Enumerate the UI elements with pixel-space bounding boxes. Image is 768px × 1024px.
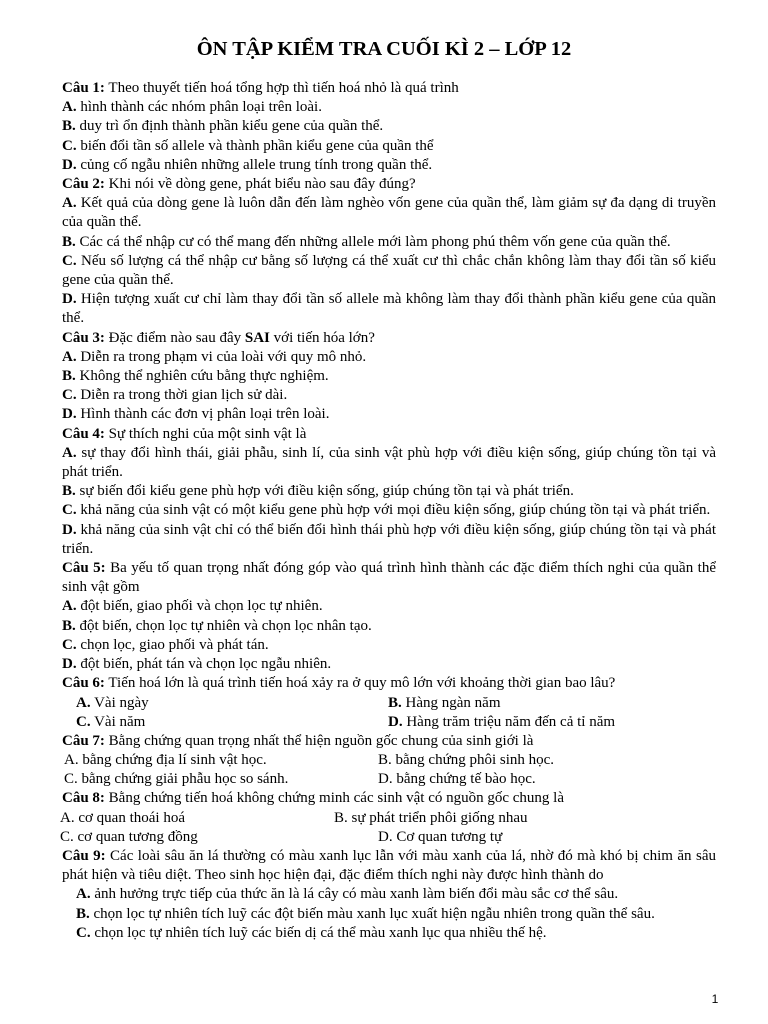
question-list [62, 79, 716, 943]
option-text: Vài năm [90, 713, 146, 730]
option-text: khả năng của sinh vật chỉ có thể biến đổi hình thái phù hợp với điều kiện sống, giúp chúng tồn tại và phát triển. [62, 521, 716, 557]
option [388, 713, 615, 732]
question-5 [62, 559, 716, 597]
option [62, 501, 716, 520]
option-label: A. [62, 348, 77, 365]
option-label: A. [62, 99, 77, 116]
option [62, 367, 716, 386]
option-row [62, 828, 716, 847]
option-label: D. [62, 156, 77, 173]
option-label: C. [62, 387, 77, 404]
option-text: biến đổi tần số allele và thành phần kiểu gene của quần thể [76, 137, 434, 154]
option [62, 405, 716, 424]
question-text: Đặc điểm nào sau đây [104, 329, 245, 346]
option-text: Diễn ra trong thời gian lịch sử dài. [76, 387, 288, 404]
option-text: đột biến, chọn lọc tự nhiên và chọn lọc nhân tạo. [75, 617, 372, 634]
option: C. bằng chứng giải phẫu học so sánh. [64, 771, 289, 788]
option-label: B. [62, 483, 76, 500]
option [62, 117, 716, 136]
option [62, 386, 716, 405]
option-text: Hình thành các đơn vị phân loại trên loài. [76, 406, 330, 423]
question-text: Bằng chứng quan trọng nhất thể hiện nguồn gốc chung của sinh giới là [104, 732, 534, 749]
option-text: củng cố ngẫu nhiên những allele trung tính trong quần thể. [76, 156, 433, 173]
option-text: Nếu số lượng cá thể nhập cư bằng số lượng cá thể xuất cư thì chắc chắn không làm thay đổi tần số kiểu gene của quần thể. [62, 252, 716, 289]
option-text: khả năng của sinh vật có một kiểu gene phù hợp với mọi điều kiện sống, giúp chúng tồn tại và phát triển. [76, 502, 711, 519]
question-label: Câu 4: [62, 425, 105, 442]
question-label: Câu 8: [62, 790, 105, 807]
option-label: D. [62, 406, 77, 423]
option-label: C. [62, 137, 77, 154]
question-text: Sự thích nghi của một sinh vật là [104, 425, 307, 442]
option-label: D. [62, 291, 77, 308]
option-text: chọn lọc tự nhiên tích luỹ các biến dị cá thể màu xanh lục qua nhiều thế hệ. [90, 924, 547, 941]
option: B. sự phát triển phôi giống nhau [334, 809, 528, 826]
option-text: hình thành các nhóm phân loại trên loài. [76, 99, 322, 116]
question-label: Câu 5: [62, 560, 106, 577]
option [62, 290, 716, 328]
question-text: Các loài sâu ăn lá thường có màu xanh lục lẫn với màu xanh của lá, nhờ đó mà khó bị chim ăn sâu phát hiện và tiêu diệt. Theo sinh học hiện đại, đặc điểm thích nghi này được hình thành do [62, 848, 716, 884]
option-text: Hiện tượng xuất cư chỉ làm thay đổi tần số allele mà không làm thay đổi thành phần kiểu gene của quần thể. [62, 291, 716, 327]
option-label: D. [62, 521, 77, 538]
option-text: chọn lọc tự nhiên tích luỹ các đột biến màu xanh lục xuất hiện ngẫu nhiên trong quần thể sâu. [89, 905, 655, 922]
question-emphasis: SAI [244, 329, 270, 346]
option [62, 348, 716, 367]
option-text: chọn lọc, giao phối và phát tán. [76, 636, 269, 653]
option-label: A. [62, 444, 77, 461]
option [62, 252, 716, 290]
question-text: Khi nói về dòng gene, phát biểu nào sau đây đúng? [104, 176, 416, 193]
option [62, 636, 716, 655]
option-label: A. [62, 195, 77, 212]
page-number: 1 [711, 992, 719, 1006]
question-6 [62, 674, 716, 693]
option [62, 617, 716, 636]
option-label: C. [62, 636, 77, 653]
question-4 [62, 425, 716, 444]
question-2 [62, 175, 716, 194]
option-text: Hàng ngàn năm [401, 694, 501, 711]
option [62, 482, 716, 501]
option: A. cơ quan thoái hoá [60, 809, 185, 826]
question-9 [62, 847, 716, 885]
option [62, 885, 716, 904]
question-text: Theo thuyết tiến hoá tổng hợp thì tiến hoá nhỏ là quá trình [104, 80, 459, 96]
option-text: đột biến, phát tán và chọn lọc ngẫu nhiên. [76, 656, 332, 673]
option-label: B. [62, 233, 76, 250]
option-text: sự biến đổi kiểu gene phù hợp với điều kiện sống, giúp chúng tồn tại và phát triển. [75, 483, 574, 500]
option [62, 655, 716, 674]
option-label: C. [76, 713, 91, 730]
option-label: D. [388, 713, 403, 730]
option: A. bằng chứng địa lí sinh vật học. [64, 752, 267, 769]
option [62, 194, 716, 232]
option [62, 444, 716, 482]
option-text: Vài ngày [90, 694, 149, 711]
option [388, 694, 501, 713]
option [62, 156, 716, 175]
option: B. bằng chứng phôi sinh học. [378, 752, 555, 769]
option-label: A. [62, 598, 77, 615]
option [62, 233, 716, 252]
question-1 [62, 79, 716, 98]
question-7 [62, 732, 716, 751]
option [62, 597, 716, 616]
option: D. Cơ quan tương tự [378, 828, 503, 845]
question-label: Câu 9: [62, 848, 106, 865]
option-label: B. [76, 905, 90, 922]
option-label: C. [62, 502, 77, 519]
option-label: B. [62, 368, 76, 385]
option-label: A. [76, 694, 91, 711]
option: D. bằng chứng tế bào học. [378, 771, 536, 788]
question-text: với tiến hóa lớn? [269, 329, 375, 346]
question-text: Bằng chứng tiến hoá không chứng minh các sinh vật có nguồn gốc chung là [104, 790, 564, 807]
option-text: Hàng trăm triệu năm đến cả tỉ năm [402, 713, 616, 730]
option-row [62, 713, 716, 732]
option-label: B. [62, 118, 76, 135]
question-text: Ba yếu tố quan trọng nhất đóng góp vào quá trình hình thành các đặc điểm thích nghi của quần thể sinh vật gồm [62, 560, 716, 596]
option-text: duy trì ổn định thành phần kiểu gene của quần thể. [75, 118, 384, 135]
option [62, 924, 716, 943]
question-label: Câu 6: [62, 675, 105, 692]
option-label: B. [388, 694, 402, 711]
option-text: đột biến, giao phối và chọn lọc tự nhiên. [76, 598, 323, 615]
option-text: Các cá thể nhập cư có thể mang đến những allele mới làm phong phú thêm vốn gene của quần thể. [75, 233, 671, 250]
option-label: C. [62, 252, 77, 269]
option-row [62, 809, 716, 828]
question-label: Câu 2: [62, 176, 105, 193]
option: C. cơ quan tương đồng [60, 828, 198, 845]
option [76, 713, 145, 732]
option-row [62, 770, 716, 789]
option-text: Diễn ra trong phạm vi của loài với quy mô nhỏ. [76, 348, 367, 365]
option [62, 98, 716, 117]
question-8 [62, 789, 716, 808]
option-label: B. [62, 617, 76, 634]
question-3 [62, 329, 716, 348]
option-text: Không thể nghiên cứu bằng thực nghiệm. [75, 368, 329, 385]
page-title: ÔN TẬP KIỂM TRA CUỐI KÌ 2 – LỚP 12 [196, 38, 572, 60]
option-label: C. [76, 924, 91, 941]
option [76, 694, 149, 713]
option-row [62, 751, 716, 770]
option [62, 137, 716, 156]
question-text: Tiến hoá lớn là quá trình tiến hoá xảy ra ở quy mô lớn với khoảng thời gian bao lâu? [104, 675, 616, 692]
option [62, 521, 716, 559]
option-label: A. [76, 886, 91, 903]
question-label: Câu 1: [62, 80, 105, 96]
question-label: Câu 3: [62, 329, 105, 346]
option-text: sự thay đổi hình thái, giải phẫu, sinh lí, của sinh vật phù hợp với điều kiện sống, giúp chúng tồn tại và phát triển. [62, 444, 716, 481]
option-label: D. [62, 656, 77, 673]
option-row [62, 694, 716, 713]
option-text: Kết quả của dòng gene là luôn dẫn đến làm nghèo vốn gene của quần thể, làm giảm sự đa dạng di truyền của quần thể. [62, 195, 716, 231]
option [62, 905, 716, 924]
option-text: ảnh hưởng trực tiếp của thức ăn là lá cây có màu xanh làm biến đổi màu sắc cơ thể sâu. [90, 886, 619, 903]
question-label: Câu 7: [62, 732, 105, 749]
